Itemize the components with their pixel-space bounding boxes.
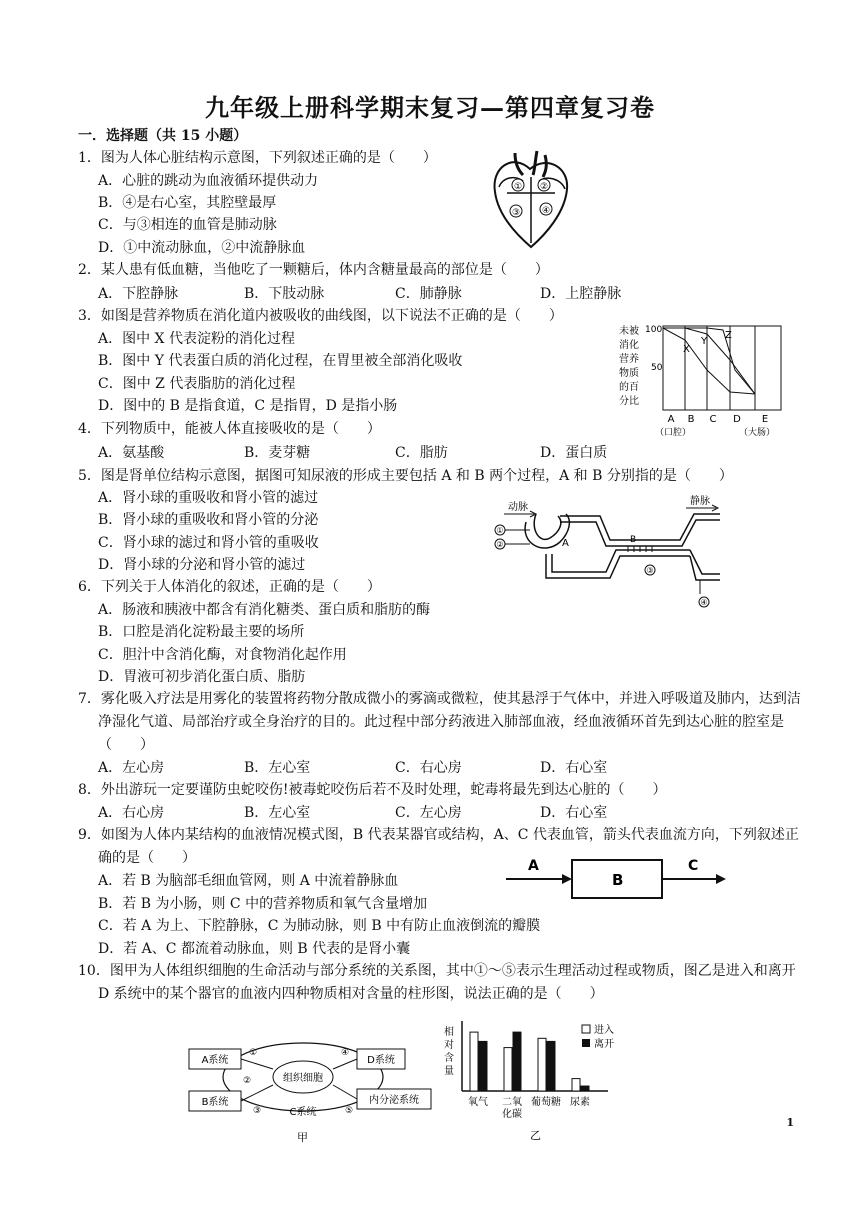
question-4-stem: 4．下列物质中，能被人体直接吸收的是（ ） (78, 421, 381, 437)
q9-option-d[interactable]: D．若 A、C 都流着动脉血，则 B 代表的是肾小囊 (98, 941, 411, 957)
q9-option-a[interactable]: A．若 B 为脑部毛细血管网，则 A 中流着静脉血 (98, 873, 399, 889)
flow-label-a: A (528, 858, 539, 874)
svg-text:物质: 物质 (619, 368, 639, 379)
svg-text:B: B (687, 414, 695, 425)
digestion-ylabel (619, 324, 639, 407)
digestion-xticks (668, 414, 769, 425)
q1-option-b[interactable]: B．④是右心室，其腔壁最厚 (98, 195, 277, 211)
q4-option-c[interactable]: C．脂肪 (395, 445, 448, 461)
bar-chart (440, 1015, 640, 1145)
q5-option-a[interactable]: A．肾小球的重吸收和肾小管的滤过 (98, 490, 319, 506)
abc-flow-figure (500, 852, 730, 902)
mark-5: ⑤ (345, 1106, 354, 1116)
q6-option-c[interactable]: C．胆汁中含消化酶，对食物消化起作用 (98, 647, 347, 663)
q8-option-d[interactable]: D．右心室 (540, 805, 608, 821)
svg-text:未被: 未被 (619, 326, 639, 337)
bar-leave-0 (479, 1041, 487, 1091)
heart-label-3: ③ (511, 208, 521, 218)
q3-option-c[interactable]: C．图中 Z 代表脂肪的消化过程 (98, 376, 296, 392)
category-label-1: 化碳 (502, 1109, 522, 1120)
curve-z (663, 328, 755, 394)
heart-label-1: ① (513, 182, 523, 192)
question-3-stem: 3．如图是营养物质在消化道内被吸收的曲线图，以下说法不正确的是（ ） (78, 308, 563, 324)
category-label-1: 二氧 (502, 1097, 522, 1108)
page-number: 1 (786, 1116, 794, 1129)
bar-enter-3 (572, 1079, 580, 1091)
nephron-label-artery: 动脉 (508, 502, 528, 513)
q7-option-a[interactable]: A．左心房 (98, 760, 165, 776)
digestion-note-colon: （大肠） (739, 428, 776, 438)
bottom-c-system: C系统 (289, 1107, 317, 1118)
question-8-stem: 8．外出游玩一定要谨防虫蛇咬伤!被毒蛇咬伤后若不及时处理，蛇毒将最先到达心脏的（ ） (78, 782, 667, 798)
nephron-label-a: A (562, 538, 569, 549)
q2-option-c[interactable]: C．肺静脉 (395, 286, 462, 302)
center-tissue-cells: 组织细胞 (283, 1073, 323, 1084)
svg-text:相: 相 (444, 1027, 454, 1038)
bar-enter-0 (470, 1032, 478, 1091)
diagram-title-jia: 甲 (297, 1131, 308, 1144)
svg-text:营养: 营养 (619, 354, 639, 365)
heart-label-4: ④ (541, 206, 551, 216)
q8-option-b[interactable]: B．左心室 (244, 805, 311, 821)
q6-option-d[interactable]: D．胃液可初步消化蛋白质、脂肪 (98, 669, 306, 685)
svg-text:E: E (761, 414, 769, 425)
bar-ylabel (444, 1025, 454, 1077)
q4-option-a[interactable]: A．氨基酸 (98, 445, 165, 461)
q1-option-a[interactable]: A．心脏的跳动为血液循环提供动力 (98, 173, 319, 189)
curve-x (663, 328, 755, 394)
digestion-chart (615, 320, 790, 438)
q5-option-d[interactable]: D．肾小球的分泌和肾小管的滤过 (98, 557, 306, 573)
svg-text:C: C (709, 414, 717, 425)
question-7-stem: 7．雾化吸入疗法是用雾化的装置将药物分散成微小的雾滴或微粒，使其悬浮于气体中，并进入呼吸道及肺内，达到洁净湿化气道、局部治疗或全身治疗的目的。此过程中部分药液进入肺部血液，经血液循环首先到达心脏的腔室是（ ） (78, 691, 801, 753)
curve-y (663, 328, 755, 394)
q2-option-d[interactable]: D．上腔静脉 (540, 286, 622, 302)
question-2-stem: 2．某人患有低血糖，当他吃了一颗糖后，体内含糖量最高的部位是（ ） (78, 262, 549, 278)
q9-option-b[interactable]: B．若 B 为小肠，则 C 中的营养物质和氧气含量增加 (98, 896, 428, 912)
svg-text:含: 含 (444, 1053, 454, 1064)
mark-2: ② (243, 1076, 252, 1086)
q3-option-b[interactable]: B．图中 Y 代表蛋白质的消化过程，在胃里被全部消化吸收 (98, 353, 463, 369)
question-5-stem: 5．图是肾单位结构示意图，据图可知尿液的形成主要包括 A 和 B 两个过程，A 和 B 分别指的是（ ） (78, 468, 733, 484)
svg-text:量: 量 (444, 1066, 454, 1077)
heart-label-2: ② (539, 182, 549, 192)
nephron-label-4: ④ (700, 598, 708, 607)
q6-option-a[interactable]: A．肠液和胰液中都含有消化糖类、蛋白质和脂肪的酶 (98, 602, 431, 618)
nephron-label-3: ③ (646, 566, 654, 575)
mark-3: ③ (253, 1106, 262, 1116)
q7-option-b[interactable]: B．左心室 (244, 760, 311, 776)
question-6-stem: 6．下列关于人体消化的叙述，正确的是（ ） (78, 579, 381, 595)
box-endocrine-system: 内分泌系统 (369, 1095, 419, 1106)
svg-text:D: D (733, 414, 741, 425)
section-heading: 一．选择题（共 15 小题） (78, 128, 248, 144)
q1-option-d[interactable]: D．①中流动脉血，②中流静脉血 (98, 240, 306, 256)
svg-text:消化: 消化 (619, 340, 639, 351)
nephron-label-b: B (630, 535, 637, 545)
nephron-label-vein: 静脉 (690, 496, 710, 507)
q9-option-c[interactable]: C．若 A 为上、下腔静脉，C 为肺动脉，则 B 中有防止血液倒流的瓣膜 (98, 918, 541, 934)
heart-figure (485, 147, 575, 251)
svg-text:的百: 的百 (619, 382, 639, 393)
nephron-figure (490, 494, 730, 612)
legend-leave: 离开 (594, 1039, 614, 1050)
question-1-stem: 1．图为人体心脏结构示意图，下列叙述正确的是（ ） (78, 150, 437, 166)
bar-enter-1 (504, 1048, 512, 1091)
box-d-system: D系统 (367, 1055, 395, 1066)
digestion-ytick-50: 50 (651, 363, 663, 373)
mark-4: ④ (341, 1048, 350, 1058)
q6-option-b[interactable]: B．口腔是消化淀粉最主要的场所 (98, 624, 305, 640)
digestion-ytick-100: 100 (645, 325, 663, 335)
nephron-label-2: ② (496, 540, 504, 549)
legend-enter: 进入 (594, 1025, 614, 1036)
bar-enter-2 (538, 1038, 546, 1091)
q3-option-a[interactable]: A．图中 X 代表淀粉的消化过程 (98, 331, 295, 347)
question-9-stem: 9．如图为人体内某结构的血液情况模式图，B 代表某器官或结构，A、C 代表血管，箭头代表血流方向，下列叙述正确的是（ ） (78, 827, 799, 866)
category-label-0: 氧气 (468, 1097, 488, 1108)
q7-option-d[interactable]: D．右心室 (540, 760, 608, 776)
box-a-system: A系统 (201, 1055, 229, 1066)
category-label-2: 葡萄糖 (531, 1097, 561, 1108)
page-title: 九年级上册科学期末复习—第四章复习卷 (205, 93, 655, 122)
curve-label-z: Z (725, 330, 732, 341)
svg-text:对: 对 (444, 1040, 454, 1051)
q4-option-d[interactable]: D．蛋白质 (540, 445, 608, 461)
bar-leave-3 (581, 1086, 589, 1091)
category-label-3: 尿素 (570, 1097, 590, 1108)
nephron-label-1: ① (496, 526, 504, 535)
svg-text:分比: 分比 (619, 396, 639, 407)
q5-option-b[interactable]: B．肾小球的重吸收和肾小管的分泌 (98, 512, 319, 528)
curve-label-y: Y (701, 336, 708, 347)
q8-option-a[interactable]: A．右心房 (98, 805, 165, 821)
digestion-note-mouth: （口腔） (655, 428, 692, 438)
curve-label-x: X (683, 344, 690, 355)
flow-label-c: C (688, 858, 699, 874)
q7-option-c[interactable]: C．右心房 (395, 760, 462, 776)
q5-option-c[interactable]: C．肾小球的滤过和肾小管的重吸收 (98, 535, 319, 551)
q1-option-c[interactable]: C．与③相连的血管是肺动脉 (98, 217, 277, 233)
mark-1: ① (249, 1048, 258, 1058)
box-b-system: B系统 (201, 1097, 229, 1108)
bar-leave-2 (547, 1041, 555, 1091)
q2-option-a[interactable]: A．下腔静脉 (98, 286, 179, 302)
chart-title-yi: 乙 (530, 1129, 541, 1142)
q2-option-b[interactable]: B．下肢动脉 (244, 286, 325, 302)
q8-option-c[interactable]: C．左心房 (395, 805, 462, 821)
question-10-stem: 10．图甲为人体组织细胞的生命活动与部分系统的关系图，其中①～⑤表示生理活动过程或物质，图乙是进入和离开 D 系统中的某个器官的血液内四种物质相对含量的柱形图，说法正确的是（ ） (78, 963, 796, 1002)
q4-option-b[interactable]: B．麦芽糖 (244, 445, 311, 461)
svg-text:A: A (667, 414, 675, 425)
bar-leave-1 (513, 1032, 521, 1091)
q3-option-d[interactable]: D．图中的 B 是指食道，C 是指胃，D 是指小肠 (98, 398, 398, 414)
flow-label-b: B (612, 871, 624, 889)
system-diagram (185, 1035, 435, 1145)
